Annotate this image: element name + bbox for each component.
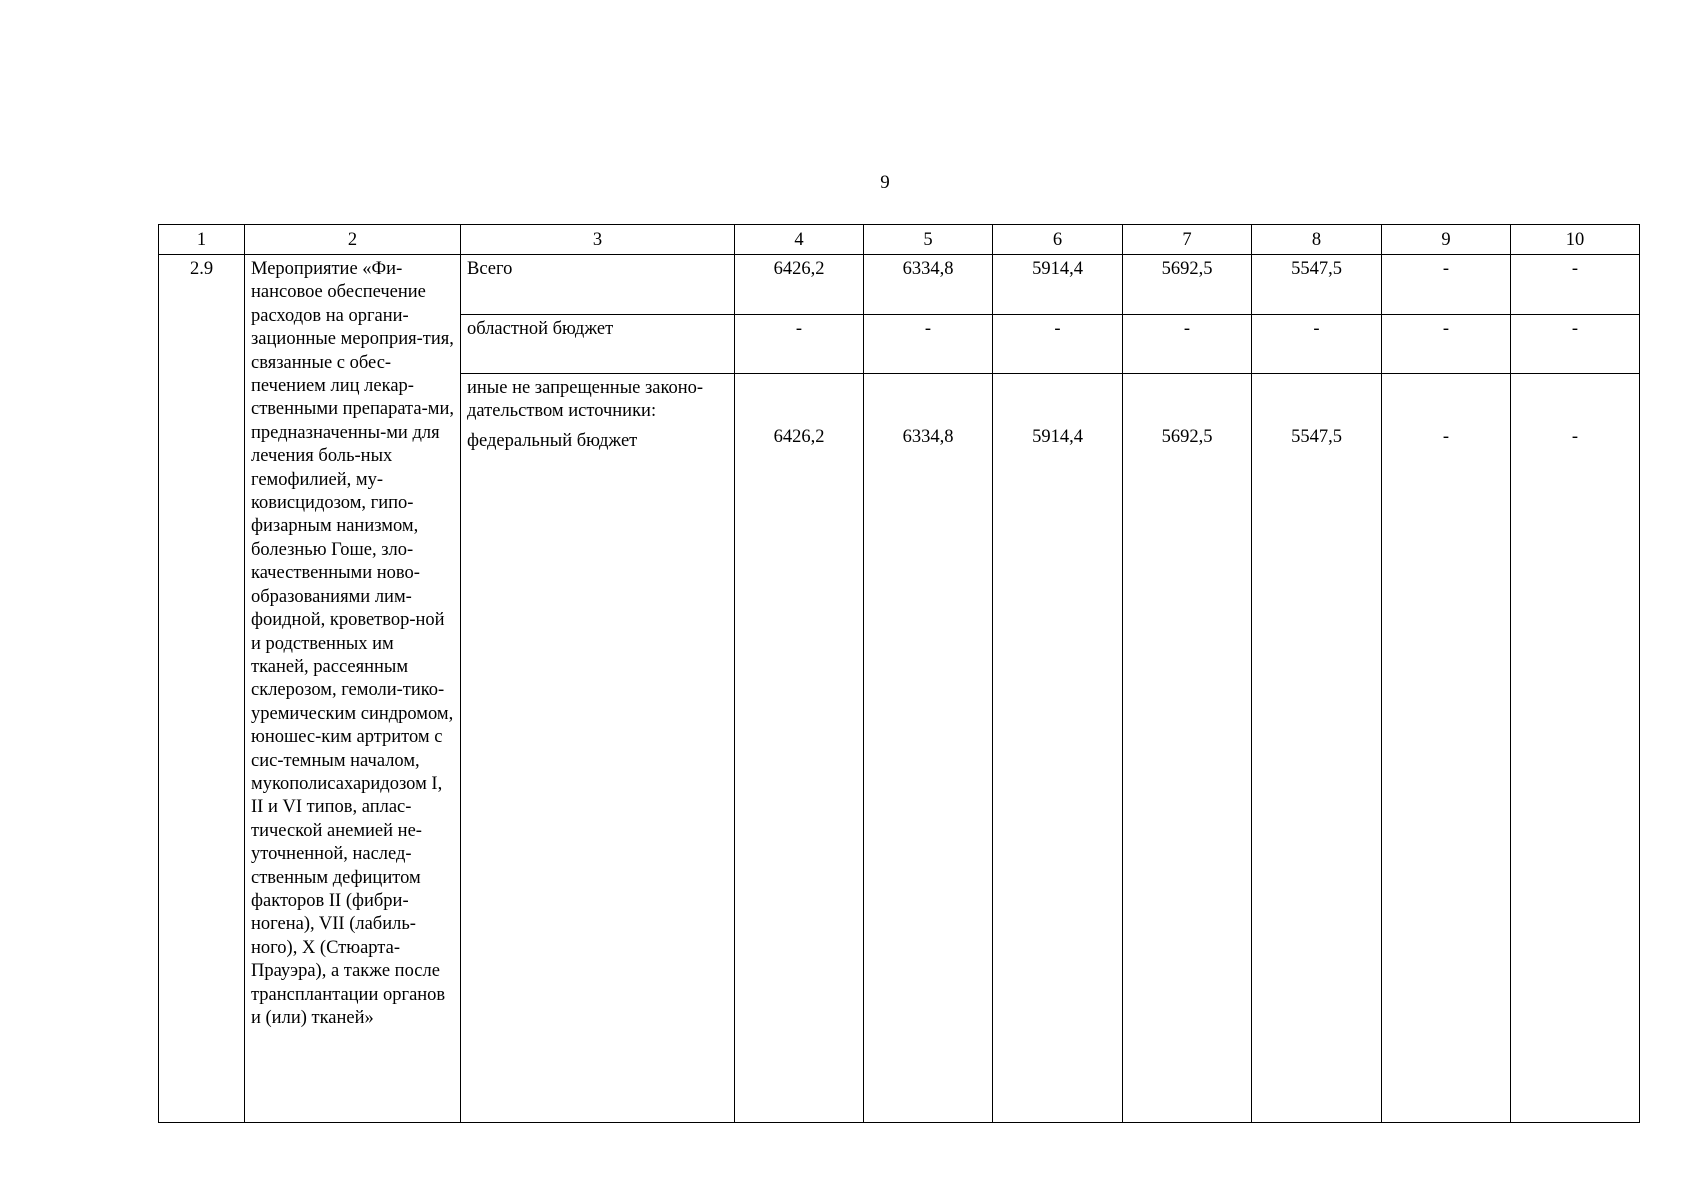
value-text: 6334,8 (902, 427, 954, 447)
source-label: иные не запрещенные законо-дательством источники: (467, 378, 704, 422)
page-number: 9 (880, 172, 890, 193)
event-name: Мероприятие «Фи-нансовое обеспечение расходов на органи-зационные мероприя-тия, связанные с обес-печением лиц лекар-ственными препарата-ми, предназначенны-ми для лечения боль-ных гемофилией, му-ковисцидозом, гипо-физарным нанизмом, болезнью Гоше, зло-качественными ново-образованиями лим-фоидной, кроветвор-ной и родственных им тканей, рассеянным склерозом, гемоли-тико-уремическим синдромом, юношес-ким артритом с сис-темным началом, мукополисахаридозом I, II и VI типов, аплас-тической анемией не-уточненной, наслед-ственным дефицитом факторов II (фибри-ногена), VII (лабиль-ного), X (Стюарта-Прауэра), а также после трансплантации органов и (или) тканей» (245, 255, 461, 1123)
column-number: 7 (1123, 225, 1252, 255)
table-row-total (159, 255, 1640, 315)
value-cell (735, 374, 864, 1123)
value-text: - (1571, 427, 1579, 447)
budget-table (158, 224, 1640, 1123)
value-cell: 6426,2 (735, 255, 864, 315)
value-cell: - (864, 315, 993, 374)
row-id: 2.9 (159, 255, 245, 1123)
column-number: 1 (159, 225, 245, 255)
value-cell (1123, 374, 1252, 1123)
value-cell (993, 374, 1123, 1123)
federal-budget-label: федеральный бюджет (467, 430, 638, 451)
value-text: - (1442, 427, 1450, 447)
value-text: 5914,4 (1032, 427, 1083, 447)
value-cell: - (1511, 315, 1640, 374)
value-cell: - (1382, 315, 1511, 374)
column-number: 9 (1382, 225, 1511, 255)
value-cell: - (735, 315, 864, 374)
value-text: 5547,5 (1291, 427, 1342, 447)
value-cell: - (1382, 255, 1511, 315)
column-number: 8 (1252, 225, 1382, 255)
value-text: 6426,2 (773, 427, 825, 447)
column-number: 4 (735, 225, 864, 255)
value-cell: - (1252, 315, 1382, 374)
value-cell: 5914,4 (993, 255, 1123, 315)
value-cell: - (993, 315, 1123, 374)
value-cell: 6334,8 (864, 255, 993, 315)
column-number: 3 (461, 225, 735, 255)
column-number: 10 (1511, 225, 1640, 255)
column-number: 6 (993, 225, 1123, 255)
column-number: 2 (245, 225, 461, 255)
value-cell (1382, 374, 1511, 1123)
value-cell: 5692,5 (1123, 255, 1252, 315)
value-cell: - (1511, 255, 1640, 315)
column-number: 5 (864, 225, 993, 255)
value-cell: - (1123, 315, 1252, 374)
source-cell (461, 374, 735, 1123)
value-cell (1252, 374, 1382, 1123)
source-label: Всего (461, 255, 735, 315)
value-text: 5692,5 (1161, 427, 1213, 447)
value-cell (864, 374, 993, 1123)
source-label: областной бюджет (461, 315, 735, 374)
value-cell: 5547,5 (1252, 255, 1382, 315)
value-cell (1511, 374, 1640, 1123)
column-number-row (159, 225, 1640, 255)
